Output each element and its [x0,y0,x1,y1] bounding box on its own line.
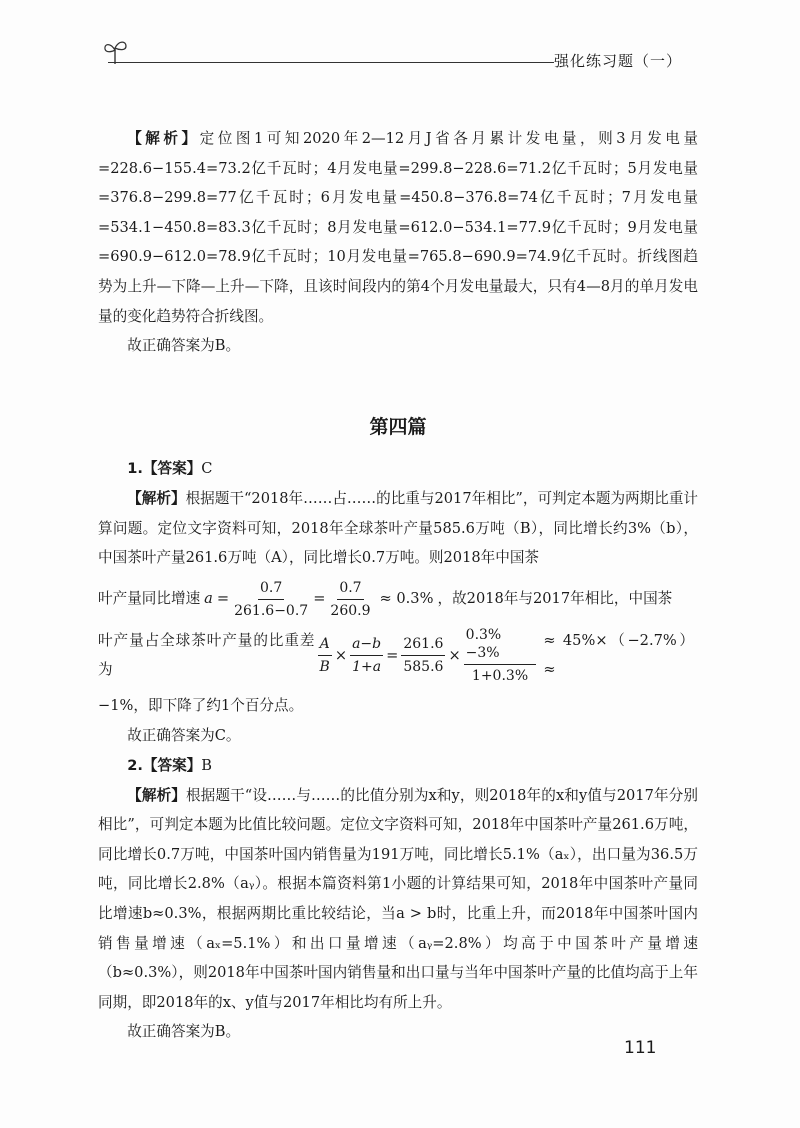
page-number: 111 [624,1038,657,1058]
analysis-label: 【解析】 [127,130,200,147]
page-content [98,124,698,1047]
numerator: A [318,635,332,656]
q2-analysis [98,781,698,1018]
fraction [350,635,383,676]
formula-result: ≈ 0.3% [379,590,434,608]
header-rule [108,62,554,63]
numerator: 0.7 [258,579,284,600]
analysis-label: 【解析】 [127,786,186,804]
formula-suffix: ≈ 45%×（−2.7%）≈ [543,631,694,679]
formula-suffix: ，故2018年与2017年相比，中国茶 [437,590,673,608]
numerator: 261.6 [401,635,445,656]
answer-label: 1.【答案】 [127,460,202,478]
denominator: 260.9 [330,602,371,619]
denominator: 1+a [352,658,382,675]
fraction [318,635,332,676]
fraction [464,626,537,685]
formula-growth-rate: 叶产量同比增速 a = $\frac{0.7}{261.6-0.7}$ = $\frac{0.7}{260.9}$ ≈ 0.3% ，故2018年与2017年相比，中国茶 [98,579,673,619]
denominator: 1+0.3% [471,667,529,684]
denominator: 261.6−0.7 [234,602,309,619]
conclusion: 故正确答案为B。 [127,337,241,355]
analysis-label: 【解析】 [127,489,186,507]
formula-prefix: 叶产量占全球茶叶产量的比重差为 [98,631,315,679]
analysis-text: 根据题干“设……与……的比值分别为x和y，则2018年的x和y值与2017年分别相比”，可判定本题为比值比较问题。定位文字资料可知，2018年中国茶叶产量261.6万吨，同比增长0.7万吨，中国茶叶国内销售量为191万吨，同比增长5.1%（aₓ），出口量为36.5万吨，同比增长2.8%（aᵧ）。根据本篇资料第1小题的计算结果可知，2018年中国茶叶产量同比增速b≈0.3%，根据两期比重比较结论，当a > b时，比重上升，而2018年中国茶叶国内销售量增速（aₓ=5.1%）和出口量增速（aᵧ=2.8%）均高于中国茶叶产量增速（b≈0.3%），则2018年中国茶叶国内销售量和出口量与当年中国茶叶产量的比值均高于上年同期，即2018年的x、y值与2017年相比均有所上升。 [98,786,698,1011]
formula-continuation: −1%，即下降了约1个百分点。 [98,696,304,714]
page-header [96,36,704,76]
conclusion: 故正确答案为C。 [127,726,241,744]
q1-answer [98,454,698,484]
fraction [401,635,445,676]
numerator: 0.3%−3% [464,626,537,665]
analysis-text: 定位图1可知2020年2—12月J省各月累计发电量，则3月发电量=228.6−155.4=73.2亿千瓦时；4月发电量=299.8−228.6=71.2亿千瓦时；5月发电量=376.8−299.8=77亿千瓦时；6月发电量=450.8−376.8=74亿千瓦时；7月发电量=534.1−450.8=83.3亿千瓦时；8月发电量=612.0−534.1=77.9亿千瓦时；9月发电量=690.9−612.0=78.9亿千瓦时；10月发电量=765.8−690.9=74.9亿千瓦时。折线图趋势为上升—下降—上升—下降，且该时间段内的第4个月发电量最大，只有4—8月的单月发电量的变化趋势符合折线图。 [98,130,698,325]
answer-value: B [201,757,212,775]
fraction [232,579,310,620]
answer-label: 2.【答案】 [127,757,202,775]
denominator: B [319,658,330,675]
answer-value: C [201,460,213,478]
header-title: 强化练习题（一） [553,52,682,70]
numerator: a−b [350,635,383,656]
denominator: 585.6 [403,658,444,675]
part1-paragraph [98,124,698,331]
fraction [328,579,372,620]
section-title: 第四篇 [369,415,427,438]
formula-variable: a [204,590,213,608]
analysis-text: 根据题干“2018年……占……的比重与2017年相比”，可判定本题为两期比重计算问题。定位文字资料可知，2018年全球茶叶产量585.6万吨（B），同比增长约3%（b），中国茶叶产量261.6万吨（A），同比增长0.7万吨。则2018年中国茶 [98,489,699,567]
conclusion: 故正确答案为B。 [127,1023,241,1041]
numerator: 0.7 [337,579,363,600]
q2-answer [98,751,698,781]
q1-analysis [98,484,698,573]
formula-prefix: 叶产量同比增速 [98,590,201,608]
formula-share-difference: 叶产量占全球茶叶产量的比重差为 $\frac{A}{B}$ × $\frac{a-b}{1+a}$ = $\frac{261.6}{585.6}$ × $\frac{0.3\%-3\%}{1+0.3\%}$ ≈ 45%×（−2.7%）≈ [98,626,694,684]
